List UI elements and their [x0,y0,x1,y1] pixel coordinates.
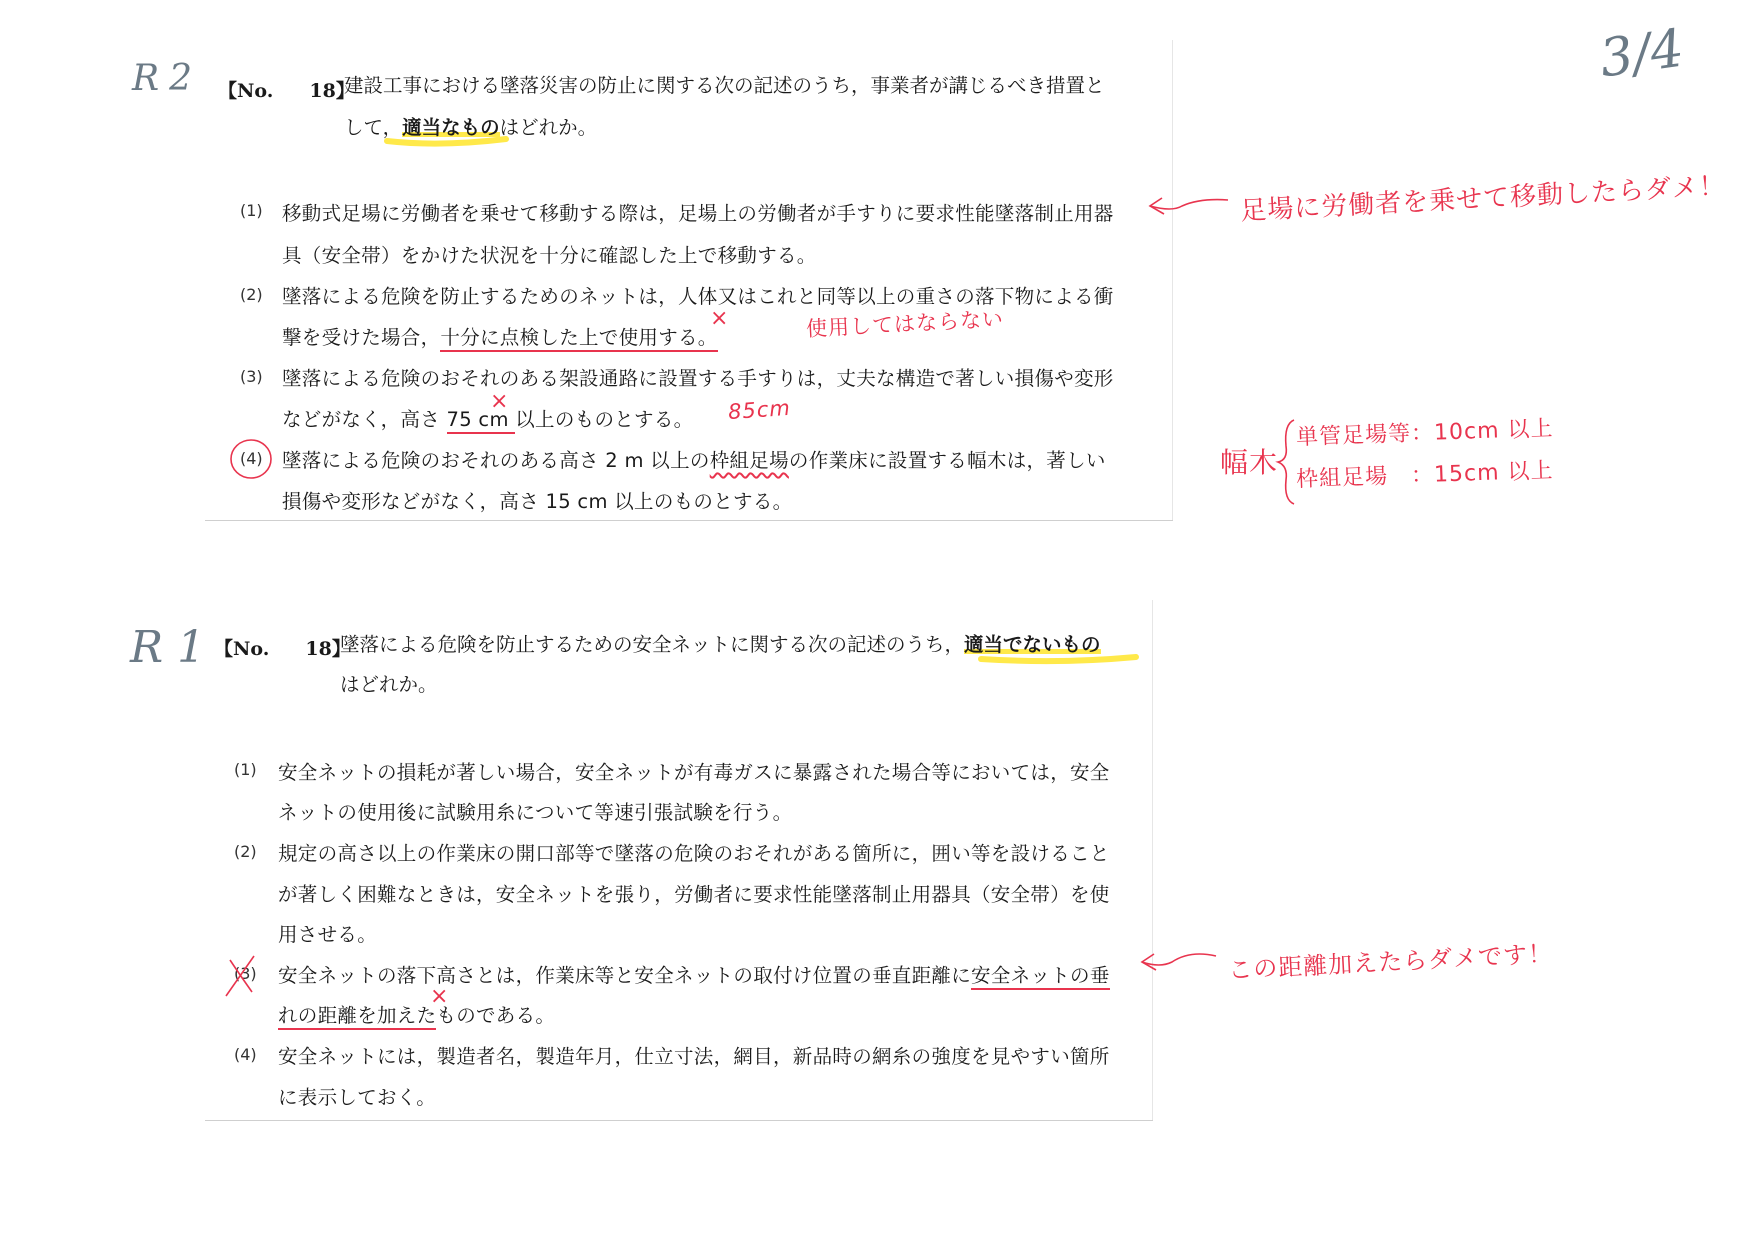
question-stem-line2: はどれか。 [340,673,438,696]
key-phrase-highlight: 適当なもの [402,116,500,139]
red-underline: 75 cm [447,408,516,434]
choice-number: (2) [240,285,263,304]
brace-icon [1278,420,1294,504]
choice-text: 具（安全帯）をかけた状況を十分に確認した上で移動する。 [282,244,817,267]
handwritten-note: 足場に労働者を乗せて移動したらダメ！ [1239,171,1727,227]
choice-text: 安全ネットの落下高さとは，作業床等と安全ネットの取付け位置の垂直距離に安全ネットの垂 [278,960,1110,988]
choice-number: (2) [234,842,257,861]
choice-text: 損傷や変形などがなく，高さ 15 cm 以上のものとする。 [282,490,793,513]
choice-text: 墜落による危険を防止するためのネットは，人体又はこれと同等以上の重さの落下物による衝 [282,285,1114,308]
r2-label: R2 [132,58,203,99]
x-mark-icon: × [430,984,450,1009]
choice-text: に表示しておく。 [278,1086,437,1109]
red-underline: れの距離を加えた [278,1004,436,1030]
arrow-icon [1150,200,1228,209]
box-border [205,1120,1153,1121]
arrow-icon [1142,954,1156,970]
choice-text: れの距離を加えたものである。 [278,1000,555,1028]
choice-text: が著しく困難なときは，安全ネットを張り，労働者に要求性能墜落制止用器具（安全帯）を使 [278,883,1110,906]
red-underline: 十分に点検した上で使用する。 [440,326,717,352]
key-phrase-highlight: 適当でないもの [964,633,1101,656]
choice-text: ネットの使用後に試験用糸について等速引張試験を行う。 [278,801,793,824]
question-number: 【No. 18】 [218,80,355,102]
box-border [1152,600,1153,1120]
choice-text: 墜落による危険のおそれのある架設通路に設置する手すりは，丈夫な構造で著しい損傷や変形 [282,367,1114,390]
arrow-icon [1142,954,1216,965]
box-border [1172,40,1173,520]
choice-number: (1) [240,201,263,220]
choice-text: 安全ネットの損耗が著しい場合，安全ネットが有毒ガスに暴露された場合等においては，安全 [278,761,1110,784]
handwritten-note: 85cm [727,395,792,425]
question-stem-line1: 建設工事における墜落災害の防止に関する次の記述のうち，事業者が講じるべき措置と [344,74,1105,97]
choice-text: 撃を受けた場合，十分に点検した上で使用する。 [282,322,718,350]
handwritten-note: 枠組足場 ：15cm 以上 [1295,458,1554,493]
handwritten-note: この距離加えたらダメです！ [1227,939,1554,985]
handwritten-note: 幅木 [1220,446,1279,479]
x-mark-icon: × [710,306,730,331]
choice-text: 移動式足場に労働者を乗せて移動する際は，足場上の労働者が手すりに要求性能墜落制止用器 [282,202,1114,225]
question-stem-line2: して，適当なものはどれか。 [344,116,598,139]
question-number: 【No. 18】 [214,638,351,660]
red-underline: 安全ネットの垂 [971,964,1110,990]
page-counter: 3/4 [1596,18,1688,90]
choice-number: (1) [234,760,257,779]
choice-text: 安全ネットには，製造者名，製造年月，仕立寸法，網目，新品時の網糸の強度を見やすい箇所 [278,1045,1110,1068]
handwritten-note: 単管足場等：10cm 以上 [1295,416,1554,451]
r1-label: R1 [130,622,220,673]
x-mark-icon: × [490,389,510,414]
question-stem-line1: 墜落による危険を防止するための安全ネットに関する次の記述のうち，適当でないもの [340,633,1101,656]
wavy-underline: 枠組足場 [709,449,789,472]
handwritten-note: 使用してはならない [805,306,1005,342]
choice-number-crossed: (3) [234,964,257,983]
choice-text: などがなく，高さ 75 cm 以上のものとする。 [282,404,693,432]
arrow-icon [1150,198,1164,214]
choice-text: 墜落による危険のおそれのある高さ 2 m 以上の枠組足場の作業床に設置する幅木は，著しい [282,449,1106,472]
choice-text: 用させる。 [278,923,378,946]
choice-number-circled: (4) [240,449,263,468]
box-border [205,520,1173,521]
choice-text: 規定の高さ以上の作業床の開口部等で墜落の危険のおそれがある箇所に，囲い等を設けること [278,842,1110,865]
choice-number: (3) [240,367,263,386]
choice-number: (4) [234,1045,257,1064]
